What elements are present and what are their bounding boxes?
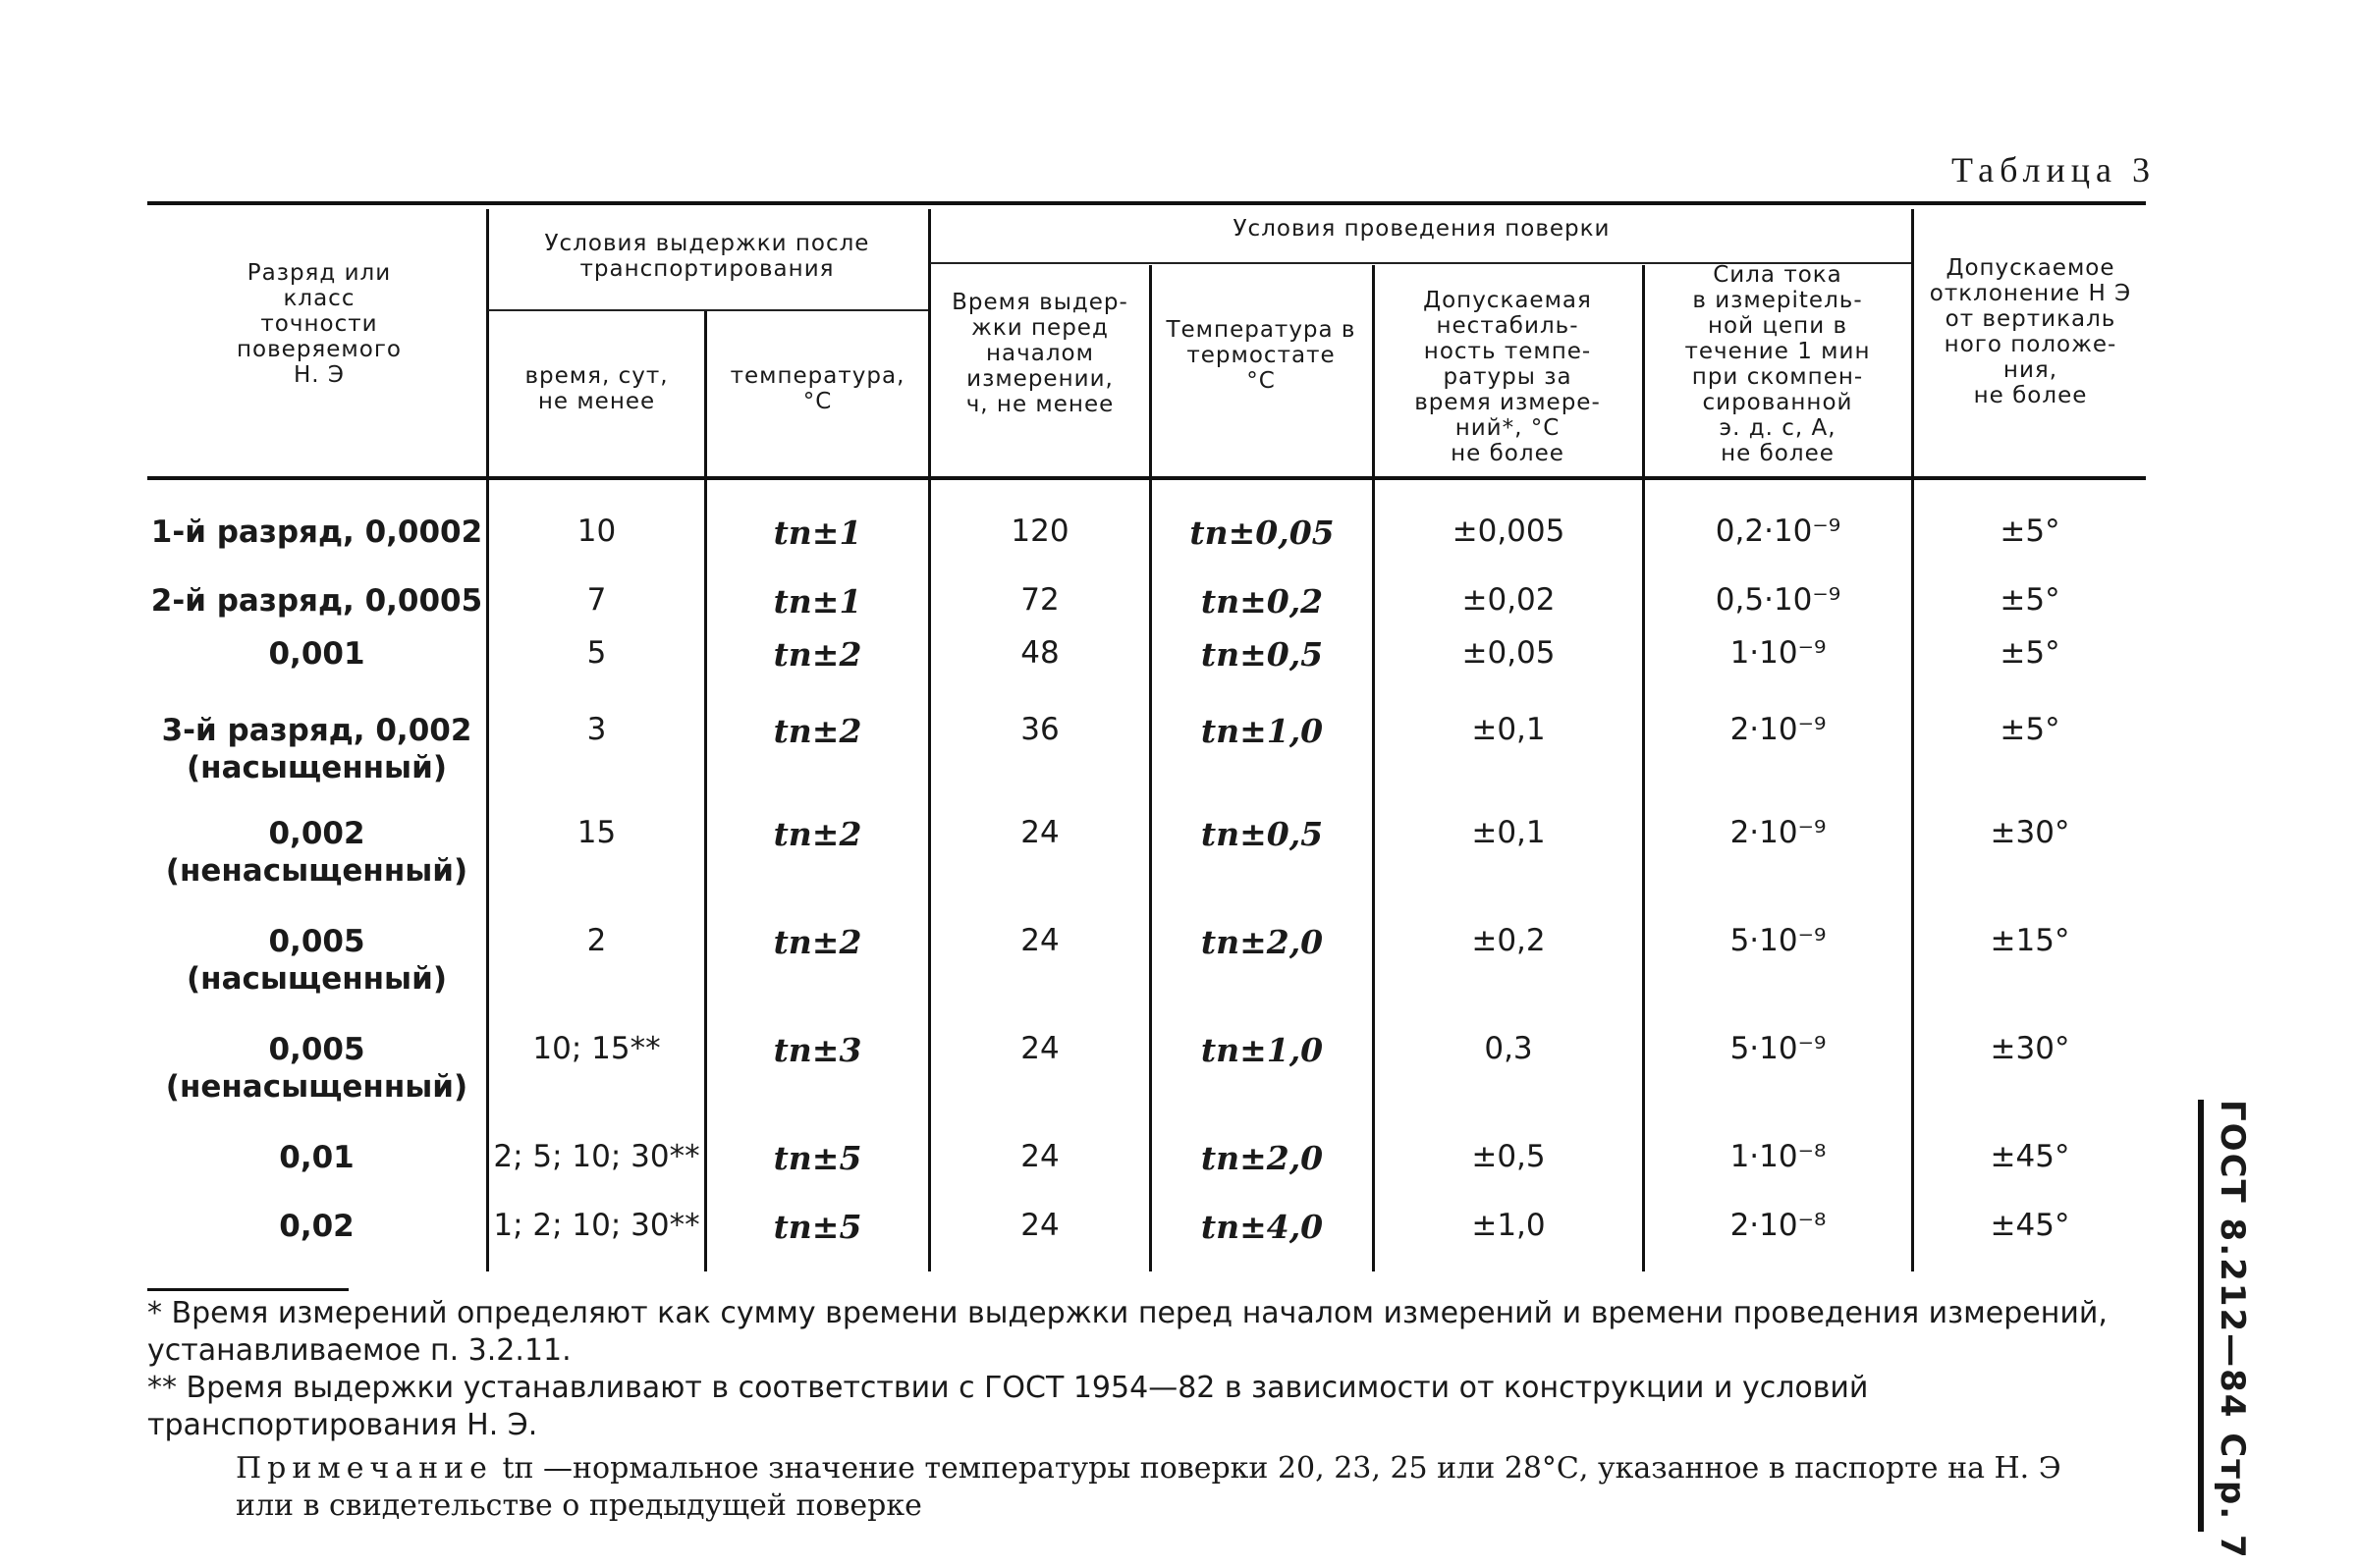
header-verify-instability: Допускаемая нестабиль- ность темпе- ратуры за время измере- ний*, °С не более xyxy=(1414,288,1601,466)
cell-hold: 120 xyxy=(1011,514,1069,549)
cell-cls: 0,005 (ненасыщенный) xyxy=(165,1032,468,1105)
cell-t-days: 15 xyxy=(576,815,617,850)
col-divider xyxy=(1149,265,1152,1271)
cell-therm: tп±4,0 xyxy=(1200,1208,1324,1246)
cell-t-days: 2 xyxy=(586,923,607,958)
cell-instab: ±0,1 xyxy=(1471,712,1546,747)
cell-current: 2·10⁻⁸ xyxy=(1729,1208,1827,1243)
header-class: Разряд или класс точности поверяемого Н. Э xyxy=(237,260,402,388)
cell-t-temp: tп±2 xyxy=(773,635,862,674)
footnotes xyxy=(147,1288,2111,1525)
cell-dev: ±45° xyxy=(1990,1208,2070,1243)
cell-current: 5·10⁻⁹ xyxy=(1729,923,1827,958)
header-transport-temp: температура, °С xyxy=(730,363,905,414)
cell-dev: ±5° xyxy=(2000,712,2060,747)
cell-t-temp: tп±2 xyxy=(773,923,862,961)
cell-cls: 0,001 xyxy=(268,636,365,672)
cell-cls: 0,005 (насыщенный) xyxy=(187,924,447,997)
cell-instab: 0,3 xyxy=(1484,1031,1533,1066)
cell-hold: 24 xyxy=(1020,923,1060,958)
cell-cls: 0,01 xyxy=(279,1140,355,1175)
cell-instab: ±0,5 xyxy=(1471,1139,1546,1174)
cell-cls: 3-й разряд, 0,002 (насыщенный) xyxy=(161,713,472,785)
cell-t-days: 1; 2; 10; 30** xyxy=(493,1208,700,1243)
cell-hold: 24 xyxy=(1020,815,1060,850)
cell-dev: ±30° xyxy=(1990,1031,2070,1066)
cell-t-temp: tп±1 xyxy=(773,514,862,552)
note-label: Примечание xyxy=(236,1451,493,1486)
footnote-1: * Время измерений определяют как сумму времени выдержки перед началом измерений и времени проведения измерений, устанавливаемое п. 3.2.11. xyxy=(147,1296,2108,1368)
header-transport-time: время, сут, не менее xyxy=(524,363,669,414)
cell-cls: 0,02 xyxy=(279,1209,355,1244)
cell-therm: tп±0,5 xyxy=(1200,815,1324,853)
cell-dev: ±5° xyxy=(2000,635,2060,671)
cell-current: 2·10⁻⁹ xyxy=(1729,815,1827,850)
cell-instab: ±0,1 xyxy=(1471,815,1546,850)
note-text: tп —нормальное значение температуры поверки 20, 23, 25 или 28°С, указанное в паспорте на Н. Э или в свидетельстве о предыдущей поверке xyxy=(236,1451,2061,1523)
cell-instab: ±0,05 xyxy=(1461,635,1556,671)
cell-t-temp: tп±2 xyxy=(773,712,862,750)
cell-hold: 48 xyxy=(1020,635,1060,671)
cell-t-temp: tп±1 xyxy=(773,582,862,621)
cell-t-days: 10 xyxy=(576,514,617,549)
cell-current: 1·10⁻⁹ xyxy=(1729,635,1827,671)
side-label: ГОСТ 8.212—84 Стр. 7 xyxy=(2213,1100,2252,1560)
cell-instab: ±0,02 xyxy=(1461,582,1556,618)
header-verify-temp: Температура в термостате °С xyxy=(1166,317,1356,394)
cell-t-temp: tп±5 xyxy=(773,1139,862,1177)
cell-hold: 72 xyxy=(1020,582,1060,618)
cell-therm: tп±0,05 xyxy=(1189,514,1335,552)
side-bar xyxy=(2198,1100,2204,1532)
header-deviation: Допускаемое отклонение Н Э от вертикаль ного положе- ния, не более xyxy=(1929,255,2132,408)
note xyxy=(147,1450,2111,1525)
cell-dev: ±5° xyxy=(2000,582,2060,618)
table-top-rule xyxy=(147,201,2146,205)
cell-current: 0,2·10⁻⁹ xyxy=(1715,514,1841,549)
cell-therm: tп±2,0 xyxy=(1200,1139,1324,1177)
col-divider xyxy=(704,311,707,1271)
cell-hold: 24 xyxy=(1020,1031,1060,1066)
cell-cls: 0,002 (ненасыщенный) xyxy=(165,816,468,889)
cell-therm: tп±1,0 xyxy=(1200,712,1324,750)
cell-dev: ±30° xyxy=(1990,815,2070,850)
cell-current: 0,5·10⁻⁹ xyxy=(1715,582,1841,618)
cell-current: 5·10⁻⁹ xyxy=(1729,1031,1827,1066)
cell-instab: ±0,2 xyxy=(1471,923,1546,958)
cell-therm: tп±2,0 xyxy=(1200,923,1324,961)
cell-t-temp: tп±5 xyxy=(773,1208,862,1246)
cell-t-temp: tп±3 xyxy=(773,1031,862,1069)
cell-therm: tп±1,0 xyxy=(1200,1031,1324,1069)
header-verify-group: Условия проведения поверки xyxy=(1233,216,1611,242)
cell-instab: ±1,0 xyxy=(1471,1208,1546,1243)
cell-current: 2·10⁻⁹ xyxy=(1729,712,1827,747)
cell-t-temp: tп±2 xyxy=(773,815,862,853)
cell-therm: tп±0,5 xyxy=(1200,635,1324,674)
header-verify-current: Сила тока в измерitель- ной цепи в течение 1 мин при скомпен- сированной э. д. с, А, не более xyxy=(1684,262,1871,466)
cell-therm: tп±0,2 xyxy=(1200,582,1324,621)
header-transport-group: Условия выдержки после транспортирования xyxy=(544,231,870,282)
header-verify-hold: Время выдер- жки перед началом измерении, ч, не менее xyxy=(952,290,1128,417)
footnote-rule xyxy=(147,1288,349,1291)
cell-t-days: 3 xyxy=(586,712,607,747)
cell-current: 1·10⁻⁸ xyxy=(1729,1139,1827,1174)
cell-hold: 24 xyxy=(1020,1208,1060,1243)
cell-instab: ±0,005 xyxy=(1452,514,1565,549)
footnote-2: ** Время выдержки устанавливают в соответствии с ГОСТ 1954—82 в зависимости от конструкции и условий транспортирования Н. Э. xyxy=(147,1371,1869,1442)
header-bottom-rule xyxy=(147,476,2146,480)
cell-hold: 24 xyxy=(1020,1139,1060,1174)
group-rule xyxy=(488,309,928,311)
cell-cls: 1-й разряд, 0,0002 xyxy=(150,514,483,550)
cell-t-days: 7 xyxy=(586,582,607,618)
data-table xyxy=(147,201,2146,1271)
cell-dev: ±5° xyxy=(2000,514,2060,549)
cell-t-days: 5 xyxy=(586,635,607,671)
cell-dev: ±15° xyxy=(1990,923,2070,958)
cell-hold: 36 xyxy=(1020,712,1060,747)
cell-t-days: 10; 15** xyxy=(532,1031,661,1066)
cell-dev: ±45° xyxy=(1990,1139,2070,1174)
cell-cls: 2-й разряд, 0,0005 xyxy=(150,583,483,619)
table-title: Таблица 3 xyxy=(1951,150,2156,189)
cell-t-days: 2; 5; 10; 30** xyxy=(493,1139,700,1174)
